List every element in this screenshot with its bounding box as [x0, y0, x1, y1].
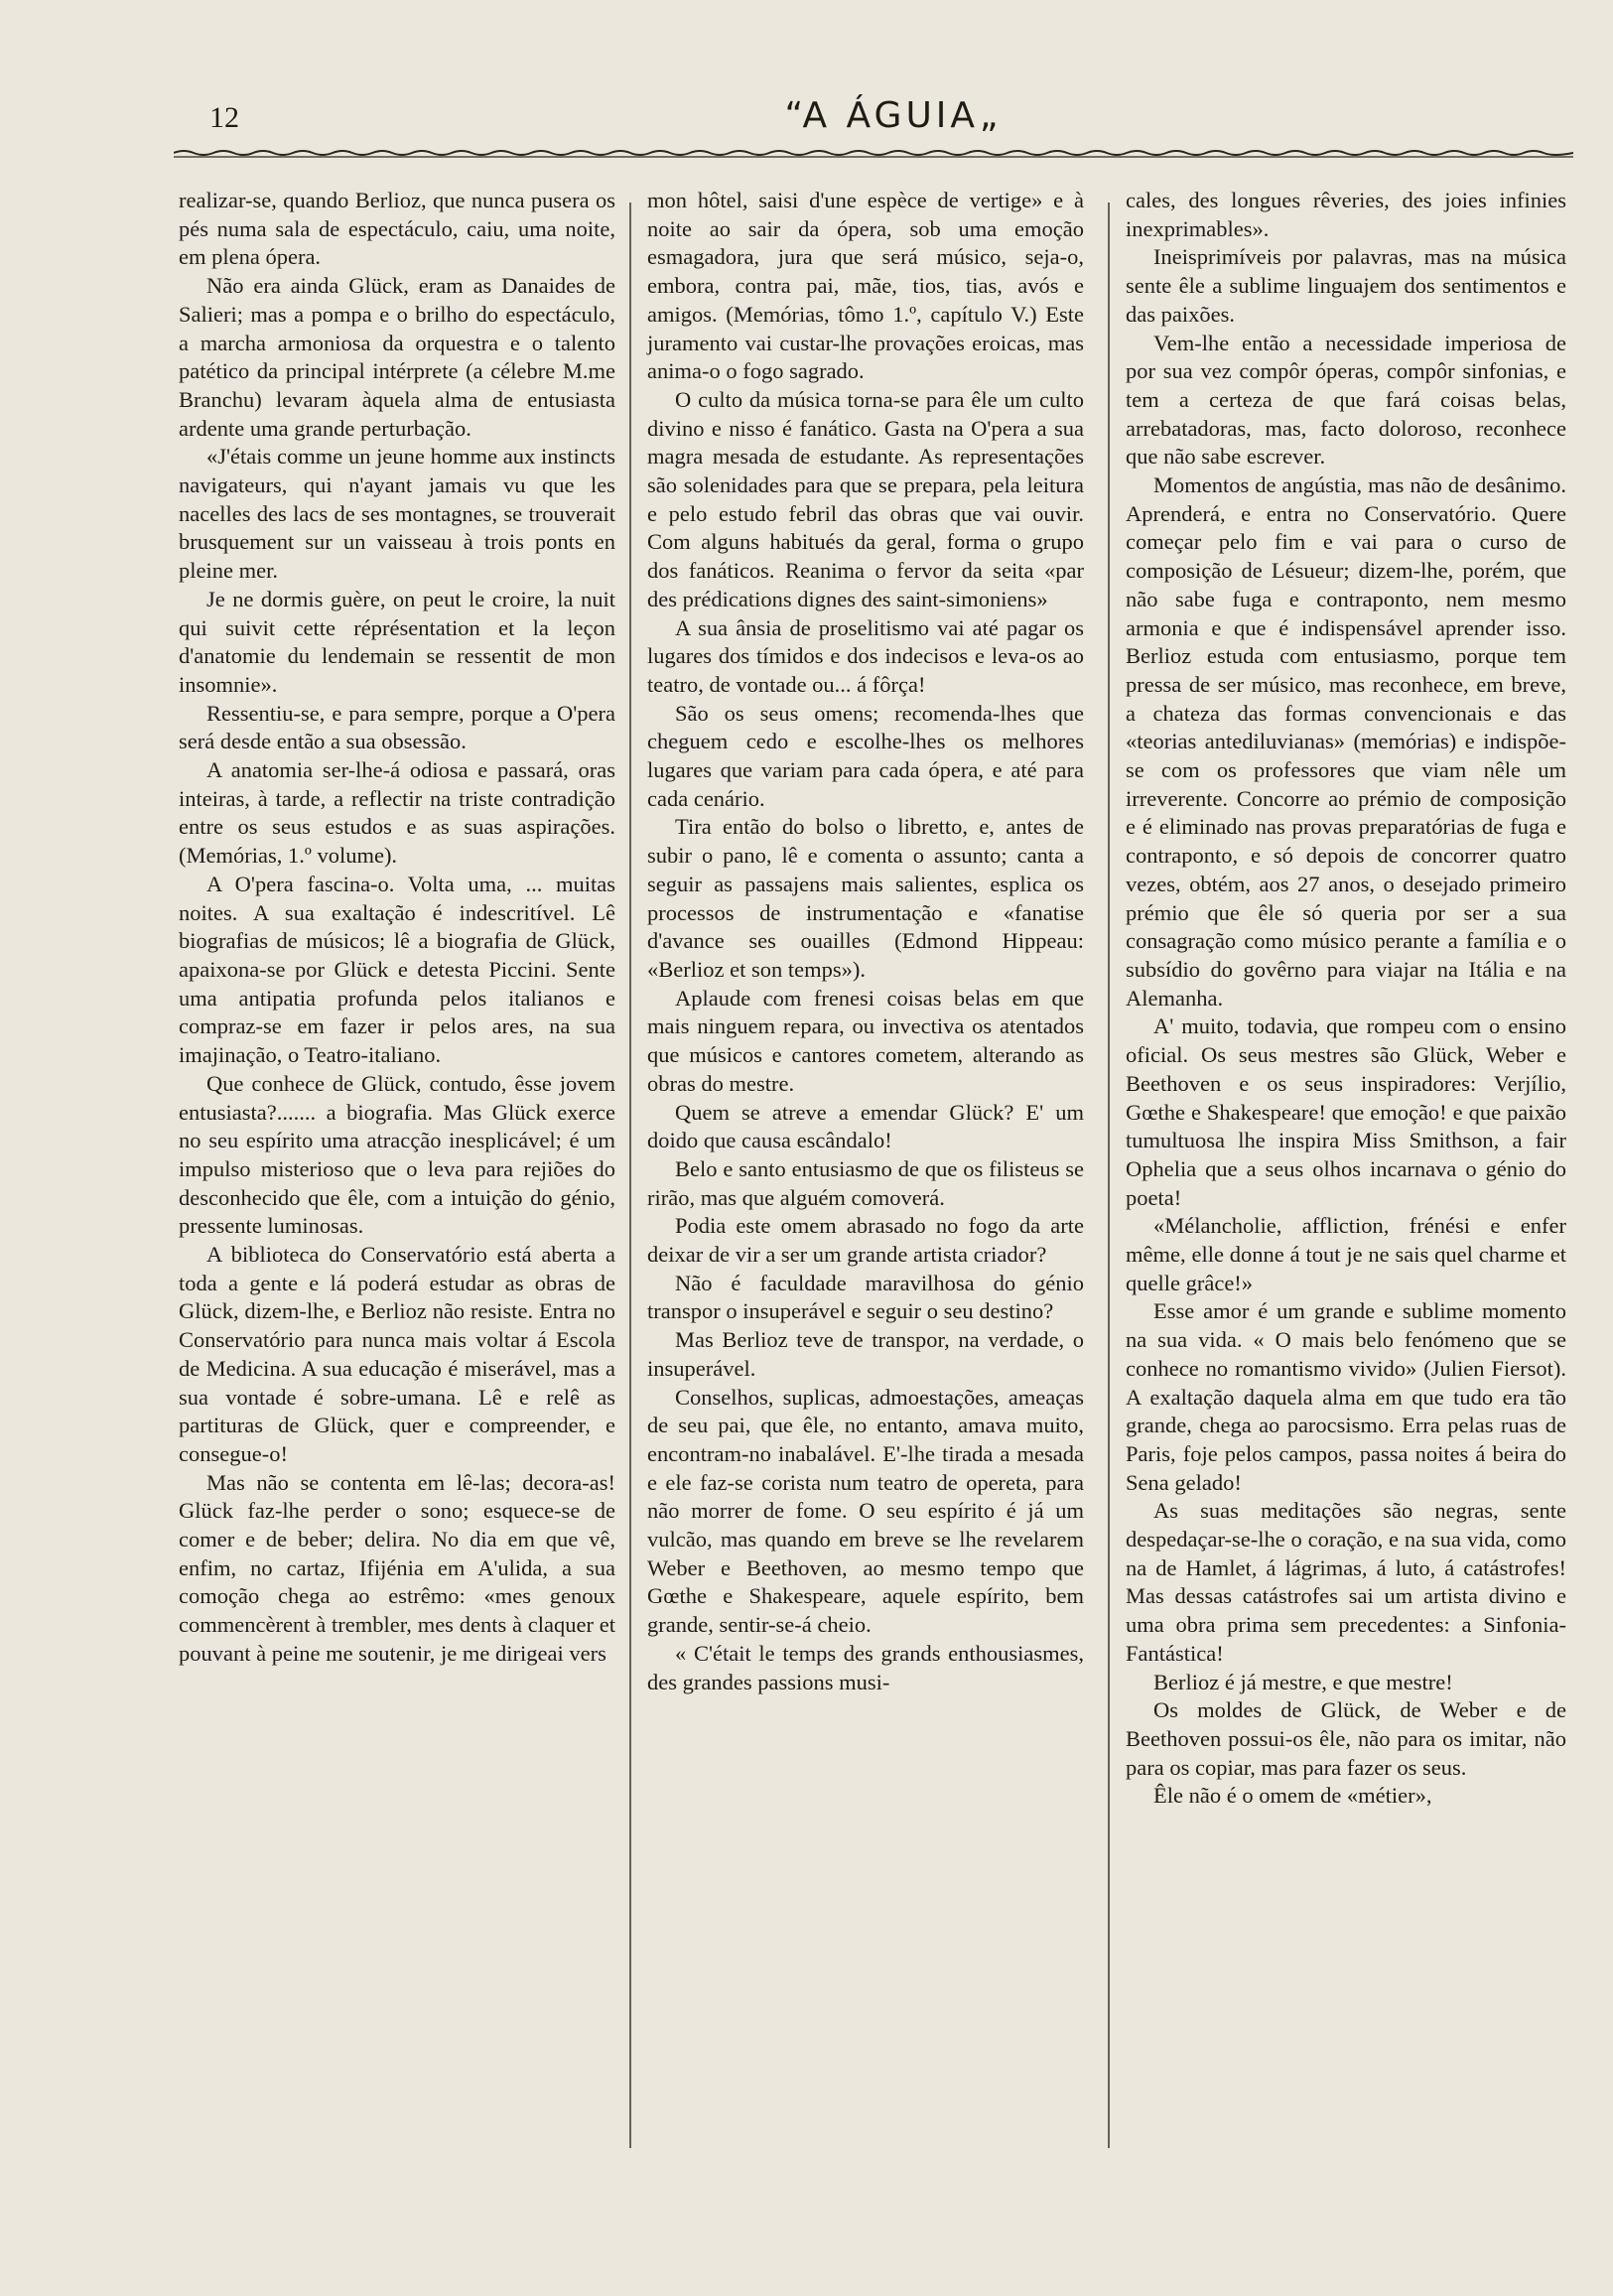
- paragraph: Aplaude com frenesi coisas belas em que mais ninguem repara, ou invectiva os atentados que músicos e cantores cometem, alterando as obras do mestre.: [647, 985, 1084, 1096]
- paragraph: «J'étais comme un jeune homme aux instincts navigateurs, qui n'ayant jamais vu que les nacelles des lacs de ses montagnes, se trouverait brusquement sur un vaisseau à trois ponts en pleine mer.: [179, 444, 615, 584]
- paragraph: As suas meditações são negras, sente despedaçar-se-lhe o coração, e na sua vida, como na de Hamlet, á lágrimas, á luto, á catástrofes! Mas dessas catástrofes sai um artista divino e uma obra prima sem precedentes: a Sinfonia-Fantástica!: [1126, 1498, 1566, 1666]
- paragraph: Conselhos, suplicas, admoestações, ameaças de seu pai, que êle, no entanto, amava muito, encontram-no inabalável. E'-lhe tirada a mesada e ele faz-se corista num teatro de opereta, para não morrer de fome. O seu espírito é já um vulcão, mas quando em breve se lhe revelarem Weber e Beethoven, ao mesmo tempo que Gœthe e Shakespeare, aquele espírito, bem grande, sentir-se-á cheio.: [647, 1384, 1084, 1638]
- column-3: [1126, 187, 1566, 1811]
- paragraph: Mas não se contenta em lê-las; decora-as! Glück faz-lhe perder o sono; esquece-se de comer e de beber; delira. No dia em que vê, enfim, no cartaz, Ifijénia em A'ulida, a sua comoção chega ao estrêmo: «mes genoux commencèrent à trembler, mes dents à claquer et pouvant à peine me soutenir, je me dirigeai vers: [179, 1469, 615, 1666]
- paragraph: Os moldes de Glück, de Weber e de Beethoven possui-os êle, não para os imitar, não para os copiar, mas para fazer os seus.: [1126, 1697, 1566, 1780]
- paragraph: Êle não é o omem de «métier»,: [1153, 1783, 1432, 1809]
- paragraph: Esse amor é um grande e sublime momento na sua vida. « O mais belo fenómeno que se conhece no romantismo vivido» (Julien Fiersot). A exaltação daquela alma em que tudo era tão grande, chega ao parocsismo. Erra pelas ruas de Paris, foje pelos campos, passa noites á beira do Sena gelado!: [1126, 1298, 1566, 1495]
- column-1: [179, 187, 615, 1669]
- paragraph: Ressentiu-se, e para sempre, porque a O'pera será desde então a sua obsessão.: [179, 700, 615, 754]
- journal-title: “A ÁGUIA„: [784, 95, 1003, 136]
- paragraph: Tira então do bolso o libretto, e, antes de subir o pano, lê e comenta o assunto; canta a seguir as passajens mais salientes, esplica os processos de instrumentação e «fanatise d'avance ses ouailles (Edmond Hippeau: «Berlioz et son temps»).: [647, 814, 1084, 982]
- paragraph: São os seus omens; recomenda-lhes que cheguem cedo e escolhe-lhes os melhores lugares que variam para cada ópera, e até para cada cenário.: [647, 700, 1084, 811]
- paragraph: mon hôtel, saisi d'une espèce de vertige» e à noite ao sair da ópera, sob uma emoção esmagadora, jura que será músico, seja-o, embora, contra pai, mãe, tios, tias, avós e amigos. (Memórias, tômo 1.º, capítulo V.) Este juramento vai custar-lhe provações eroicas, mas anima-o o fogo sagrado.: [647, 188, 1084, 384]
- text-columns: [169, 187, 1578, 2172]
- paragraph: « C'était le temps des grands enthousiasmes, des grandes passions musi-: [647, 1640, 1084, 1694]
- paragraph: Mas Berlioz teve de transpor, na verdade, o insuperável.: [647, 1327, 1084, 1381]
- paragraph: Não é faculdade maravilhosa do génio transpor o insuperável e seguir o seu destino?: [647, 1270, 1084, 1324]
- paragraph: A O'pera fascina-o. Volta uma, ... muitas noites. A sua exaltação é indescritível. Lê biografias de músicos; lê a biografia de Glück, apaixona-se por Glück e detesta Piccini. Sente uma antipatia profunda pelos italianos e compraz-se em fazer ir pelos ares, na sua imajinação, o Teatro-italiano.: [179, 871, 615, 1068]
- paragraph: Berlioz é já mestre, e que mestre!: [1153, 1669, 1453, 1694]
- paragraph: realizar-se, quando Berlioz, que nunca pusera os pés numa sala de espectáculo, caiu, uma noite, em plena ópera.: [179, 188, 615, 270]
- column-divider: [1108, 203, 1110, 2148]
- paragraph: Que conhece de Glück, contudo, êsse jovem entusiasta?....... a biografia. Mas Glück exerce no seu espírito uma atracção inesplicável; é um impulso misterioso que o leva para rejiões do desconhecido que êle, com a intuição do génio, pressente luminosas.: [179, 1070, 615, 1239]
- paragraph: Podia este omem abrasado no fogo da arte deixar de vir a ser um grande artista criador?: [647, 1213, 1084, 1268]
- running-header: [174, 95, 1573, 155]
- paragraph: O culto da música torna-se para êle um culto divino e nisso é fanático. Gasta na O'pera a sua magra mesada de estudante. As representações são solenidades para que se prepara, pela leitura e pelo estudo febril das obras que vai ouvir. Com alguns habitués da geral, forma o grupo dos fanáticos. Reanima o fervor da seita «par des prédications dignes des saint-simoniens»: [647, 386, 1084, 611]
- paragraph: A biblioteca do Conservatório está aberta a toda a gente e lá poderá estudar as obras de Glück, dizem-lhe, e Berlioz não resiste. Entra no Conservatório para nunca mais voltar á Escola de Medicina. A sua educação é miserável, mas a sua vontade é sobre-umana. Lê e relê as partituras de Glück, quer e compreender, e consegue-o!: [179, 1242, 615, 1466]
- paragraph: cales, des longues rêveries, des joies infinies inexprimables».: [1126, 188, 1566, 241]
- decorative-header-rule: [174, 145, 1573, 161]
- paragraph: Belo e santo entusiasmo de que os filisteus se rirão, mas que alguém comoverá.: [647, 1155, 1084, 1210]
- page-number: 12: [209, 101, 239, 134]
- column-2: [647, 187, 1084, 1696]
- paragraph: «Mélancholie, affliction, frénési e enfer même, elle donne á tout je ne sais quel charme et quelle grâce!»: [1126, 1213, 1566, 1295]
- paragraph: Je ne dormis guère, on peut le croire, la nuit qui suivit cette réprésentation et la leçon d'anatomie du lendemain se ressentit de mon insomnie».: [179, 586, 615, 697]
- column-divider: [629, 203, 631, 2148]
- paragraph: Momentos de angústia, mas não de desânimo. Aprenderá, e entra no Conservatório. Quere começar pelo fim e vai para o curso de composição de Lésueur; dizem-lhe, porém, que não sabe fuga e contraponto, nem mesmo armonia e que é indispensável aprender isso. Berlioz estuda com entusiasmo, porque tem pressa de ser músico, mas reconhece, em breve, a chateza das formas convencionais e das «teorias antediluvianas» (memórias) e indispõe-se com os professores que viam nêle um irreverente. Concorre ao prémio de composição e é eliminado nas provas preparatórias de fuga e contraponto, e só depois de concorrer quatro vezes, obtém, aos 27 anos, o desejado primeiro prémio que êle só queria por ser a sua consagração como músico perante a família e o subsídio do govêrno para viajar na Itália e na Alemanha.: [1126, 473, 1566, 1011]
- paragraph: Não era ainda Glück, eram as Danaides de Salieri; mas a pompa e o brilho do espectáculo, a marcha armoniosa da orquestra e o talento patético da principal intérprete (a célebre M.me Branchu) levaram àquela alma de entusiasta ardente uma grande perturbação.: [179, 273, 615, 441]
- paragraph: A' muito, todavia, que rompeu com o ensino oficial. Os seus mestres são Glück, Weber e Beethoven e os seus inspiradores: Verjílio, Gœthe e Shakespeare! que emoção! e que paixão tumultuosa lhe inspira Miss Smithson, a fair Ophelia que a seus olhos incarnava o génio do poeta!: [1126, 1013, 1566, 1210]
- paragraph: Ineisprimíveis por palavras, mas na música sente êle a sublime linguajem dos sentimentos e das paixões.: [1126, 244, 1566, 327]
- paragraph: Quem se atreve a emendar Glück? E' um doido que causa escândalo!: [647, 1099, 1084, 1153]
- paragraph: A anatomia ser-lhe-á odiosa e passará, oras inteiras, à tarde, a reflectir na triste contradição entre os seus estudos e as suas aspirações. (Memórias, 1.º volume).: [179, 757, 615, 869]
- paragraph: Vem-lhe então a necessidade imperiosa de por sua vez compôr óperas, compôr sinfonias, e tem a certeza de que fará coisas belas, arrebatadoras, mas, facto doloroso, reconhece que não sabe escrever.: [1126, 330, 1566, 470]
- paragraph: A sua ânsia de proselitismo vai até pagar os lugares dos tímidos e dos indecisos e leva-os ao teatro, de vontade ou... á fôrça!: [647, 614, 1084, 697]
